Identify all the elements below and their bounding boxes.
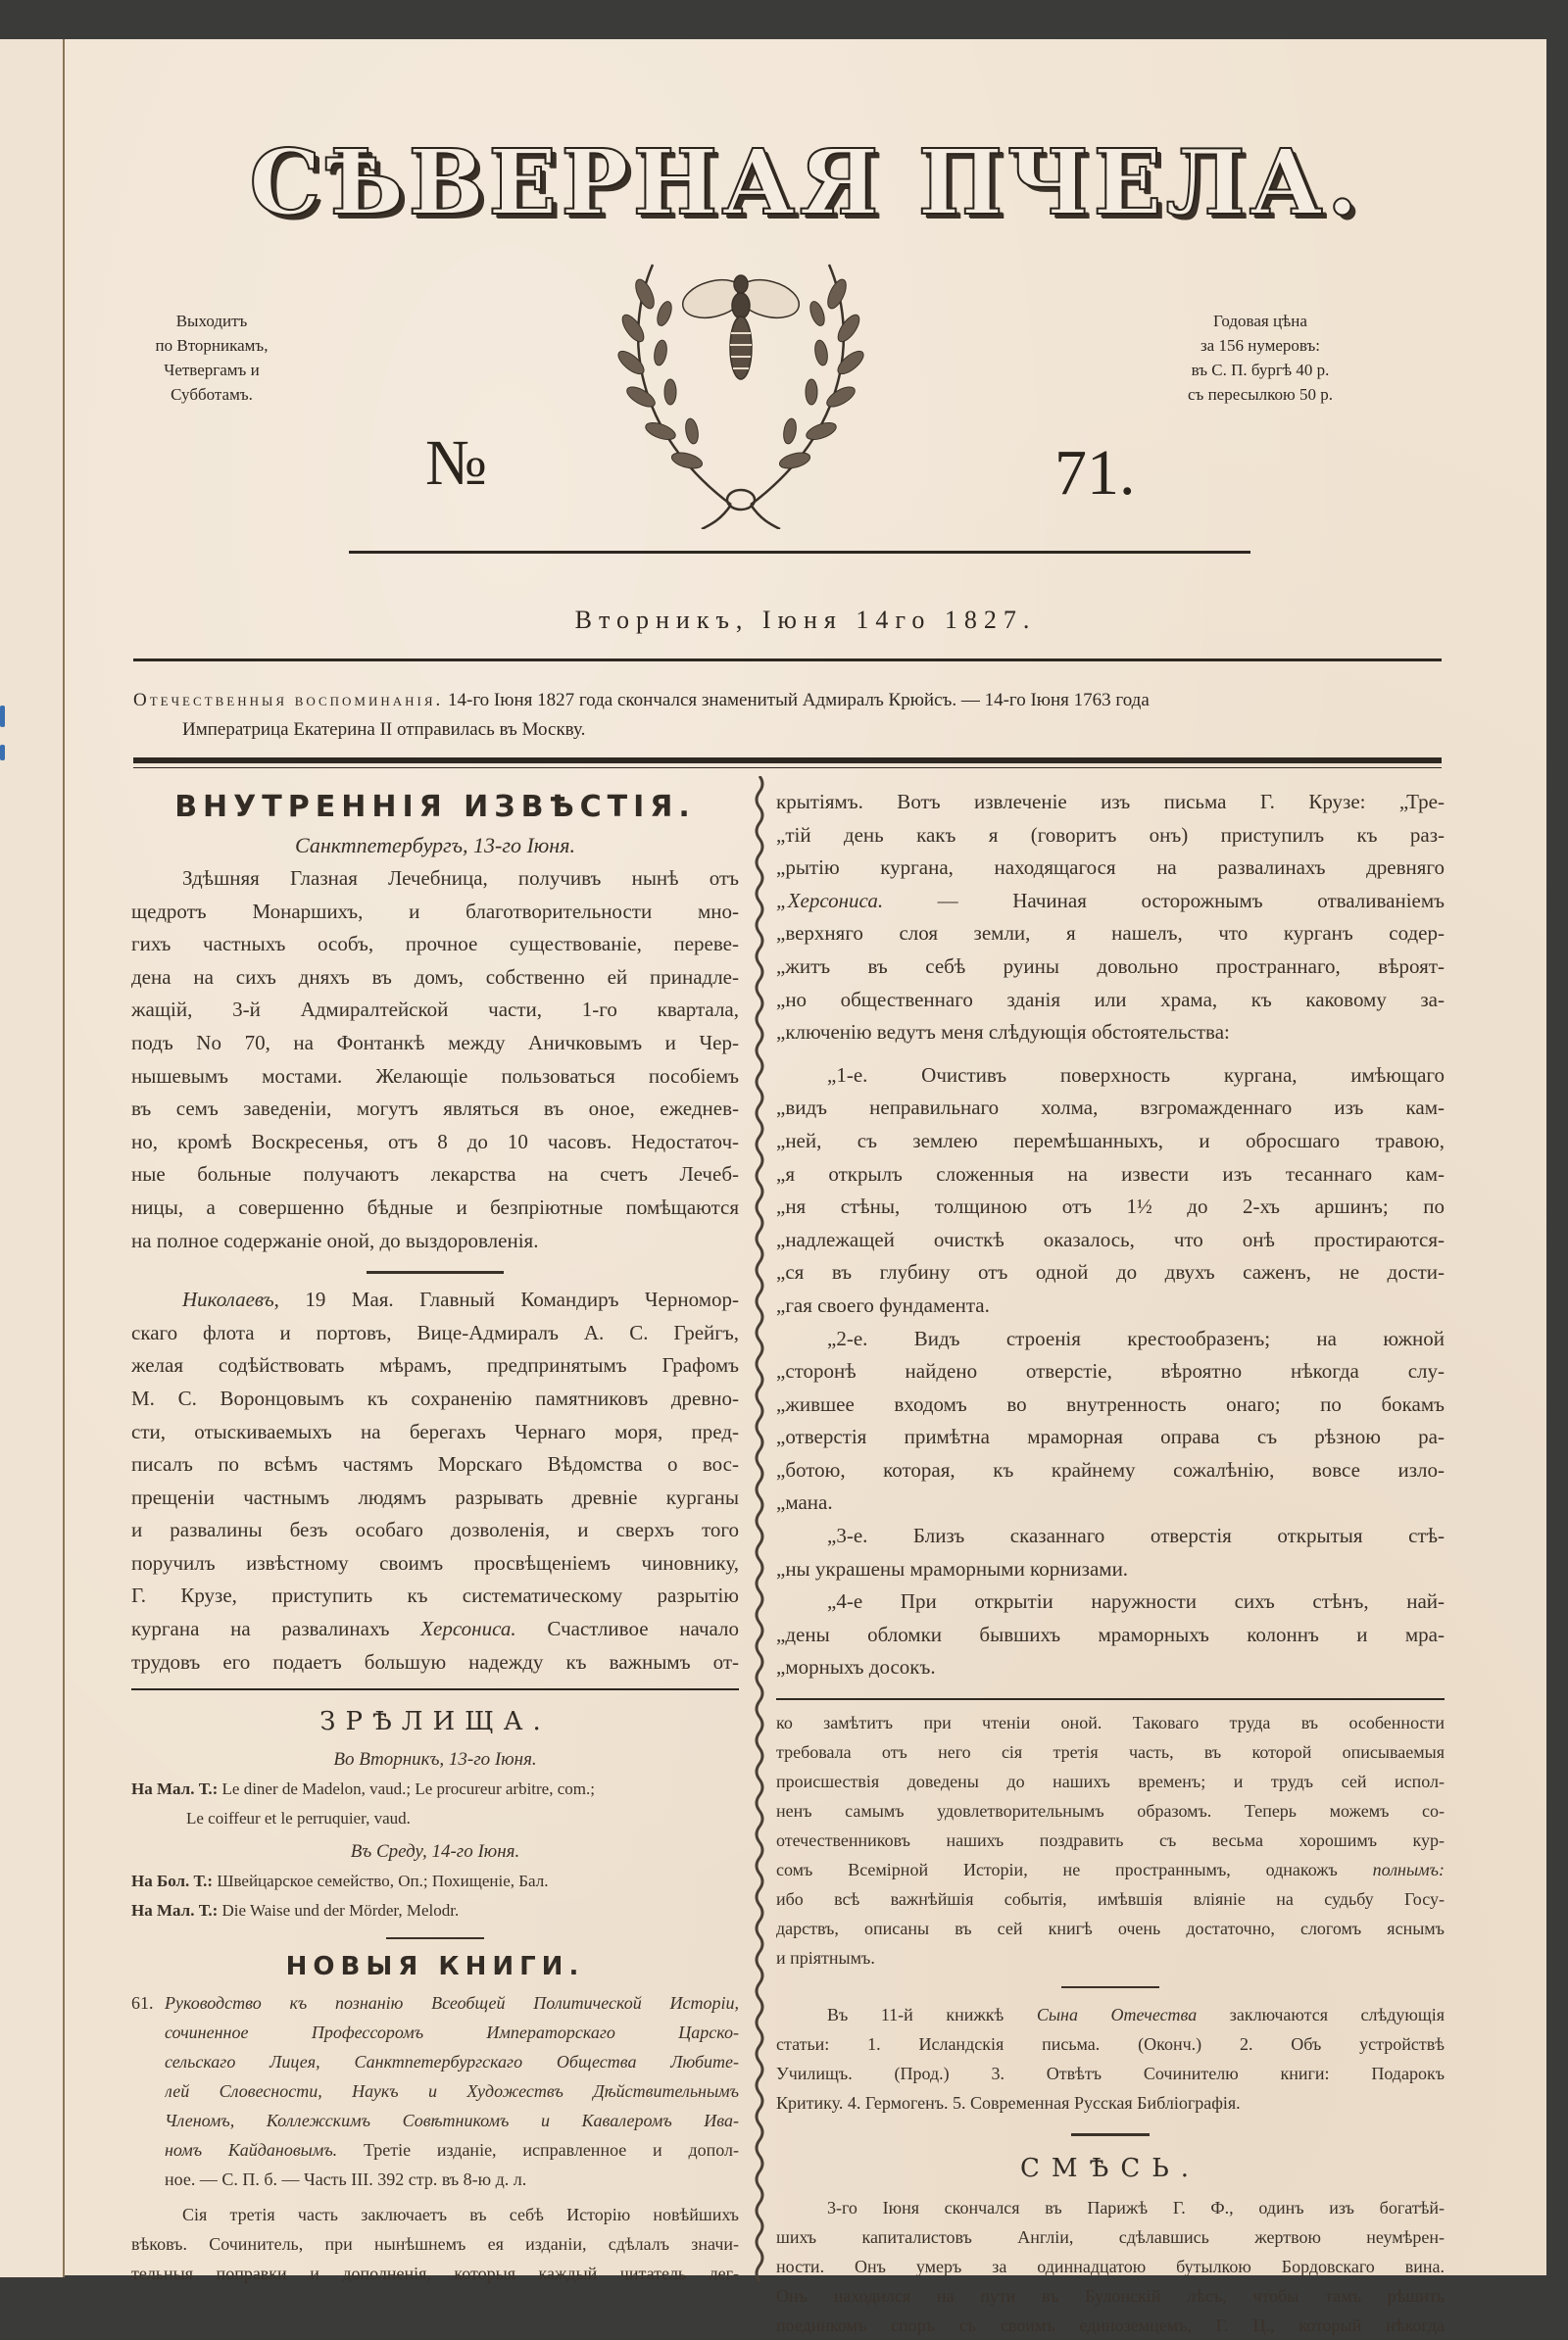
journal-title: Сына Отечества xyxy=(1036,2005,1198,2025)
text-line xyxy=(776,1855,1445,1884)
text-line: „тій день какъ я (говоритъ онъ) приступилъ къ раз- xyxy=(776,822,1445,847)
text-line: дарствъ, описаны въ сей книгѣ очень достаточно, слогомъ яснымъ xyxy=(776,1919,1445,1939)
text-fragment: кургана на развалинахъ xyxy=(131,1617,421,1641)
text-fragment: заключаются слѣдующія xyxy=(1197,2005,1445,2025)
text-line: „ботою, которая, къ крайнему сожалѣнію, вовсе изло- xyxy=(776,1457,1445,1482)
text-line: ненъ самымъ удовлетворительнымъ образомъ. Теперь можемъ со- xyxy=(776,1801,1445,1822)
book-review xyxy=(131,2200,739,2288)
text-line xyxy=(131,1613,739,1646)
text-line xyxy=(776,2000,1445,2029)
section-rule xyxy=(776,1698,1445,1700)
short-divider xyxy=(386,1937,484,1939)
theatre-listings xyxy=(131,1745,739,1926)
theatre-venue: На Мал. Т.: xyxy=(131,1901,219,1921)
finding-3 xyxy=(776,1520,1445,1585)
finding-4 xyxy=(776,1585,1445,1684)
annual-price-note xyxy=(1143,309,1378,407)
text-line: „ней, съ землею перемѣшанныхъ, и обросшаго травою, xyxy=(776,1128,1445,1152)
theatre-day: Въ Среду, 14-го Iюня. xyxy=(350,1841,520,1863)
memo-lead: Отечественныя воспоминанія. xyxy=(133,690,444,710)
section-rule-thick xyxy=(133,757,1442,763)
text-line: и пріятнымъ. xyxy=(776,1948,875,1969)
text-line: „мана. xyxy=(776,1490,833,1515)
text-line: нышевымъ мостами. Желающіе пользоваться пособіемъ xyxy=(131,1063,739,1088)
theatre-program: Швейцарское семейство, Оп.; Похищеніе, Бал. xyxy=(217,1872,549,1891)
book-listing xyxy=(131,1988,739,2194)
section-rule-thin xyxy=(133,767,1442,768)
masthead-rule xyxy=(349,551,1250,554)
text-line: „4-е При открытіи наружности сихъ стѣнъ, най- xyxy=(827,1589,1445,1614)
column-divider xyxy=(754,776,765,2305)
article-eye-clinic xyxy=(131,862,739,1257)
text-fragment: Счастливое начало xyxy=(515,1617,739,1641)
blue-margin-mark xyxy=(0,745,5,760)
text-line: и развалины безъ особаго дозволенія, и сверхъ того xyxy=(131,1518,739,1542)
text-line: „гая своего фундамента. xyxy=(776,1292,990,1317)
theatre-program: Le diner de Madelon, vaud.; Le procureur arbitre, com.; xyxy=(221,1779,595,1799)
note-line: Субботамъ. xyxy=(171,385,253,404)
place-name: Николаевъ xyxy=(182,1288,274,1312)
text-line: ко замѣтитъ при чтеніи оной. Таковаго труда въ особенности xyxy=(776,1713,1445,1733)
text-line: Критику. 4. Гермогенъ. 5. Современная Русская Библіографія. xyxy=(776,2093,1241,2114)
text-line: „дены обломки бывшихъ мраморныхъ колоннъ и мра- xyxy=(776,1622,1445,1646)
issue-dateline: Вторникъ, Iюня 14го 1827. xyxy=(574,606,1037,634)
text-line: 3-го Iюня скончался въ Парижѣ Г. Ф., одинъ изъ богатѣй- xyxy=(827,2198,1445,2218)
text-line: „ся въ глубину отъ одной до двухъ саженъ, не дости- xyxy=(776,1260,1445,1285)
publication-days-note xyxy=(123,309,300,407)
text-line: шихъ капиталистовъ Англіи, сдѣлавшись жертвою неумѣрен- xyxy=(776,2227,1445,2248)
issue-number: 71. xyxy=(1054,437,1136,509)
masthead-title: СѢВЕРНАЯ ПЧЕЛА. xyxy=(249,129,1362,235)
text-line: статьи: 1. Исландскія письма. (Оконч.) 2. Объ устройствѣ xyxy=(776,2034,1445,2055)
theatre-program: Die Waise und der Mörder, Melodr. xyxy=(221,1901,460,1921)
theatre-entry xyxy=(131,1775,739,1804)
text-fragment: Въ 11-й книжкѣ xyxy=(827,2005,1037,2025)
text-line: „ня стѣны, толщиною отъ 1½ до 2-хъ аршинъ; по xyxy=(776,1194,1445,1219)
text-line: „верхняго слоя земли, я нашелъ, что курганъ содер- xyxy=(776,921,1445,946)
text-fragment: , 19 Мая. Главный Командиръ Черномор- xyxy=(273,1288,739,1312)
kruze-letter xyxy=(776,786,1445,1049)
note-line: въ С. П. бургѣ 40 р. xyxy=(1191,361,1330,379)
book-entry xyxy=(131,1988,739,2288)
finding-1 xyxy=(776,1059,1445,1323)
text-line: „надлежащей очисткѣ оказалось, что онѣ простираются- xyxy=(776,1227,1445,1251)
numero-sign: № xyxy=(425,427,487,499)
text-line xyxy=(776,885,1445,918)
text-line: „отверстія примѣтна мраморная оправа съ рѣзною ра- xyxy=(776,1425,1445,1449)
text-line: жащій, 3-й Адмиралтейской части, 1-го квартала, xyxy=(131,998,739,1022)
text-line: на полное содержаніе оной, до выздоровленія. xyxy=(131,1228,539,1252)
text-line: „2-е. Видъ строенія крестообразенъ; на южной xyxy=(827,1326,1445,1350)
section-heading-domestic-news: ВНУТРЕННІЯ ИЗВѢСТІЯ. xyxy=(174,790,696,824)
text-line: „ключенію ведутъ меня слѣдующія обстоятельства: xyxy=(776,1020,1230,1045)
text-line: М. С. Воронцовымъ къ сохраненію памятниковъ древно- xyxy=(131,1386,739,1410)
text-line: сочиненное Профессоромъ Императорскаго Царско- xyxy=(165,2023,739,2043)
text-line: „морныхъ досокъ. xyxy=(776,1655,936,1680)
text-line: „сторонѣ найдено отверстіе, вѣроятно нѣкогда слу- xyxy=(776,1359,1445,1384)
text-line xyxy=(131,1284,739,1317)
finding-2 xyxy=(776,1323,1445,1521)
section-heading-new-books: НОВЫЯ КНИГИ. xyxy=(285,1952,585,1982)
memo-line: Императрица Екатерина II отправилась въ Москву. xyxy=(182,719,586,740)
blue-margin-mark xyxy=(0,706,5,727)
memo-line: 14-го Iюня 1827 года скончался знаменитый Адмиралъ Крюйсъ. — 14-го Iюня 1763 года xyxy=(448,690,1150,710)
text-line: „видъ неправильнаго холма, взгромажденнаго изъ кам- xyxy=(776,1096,1445,1120)
text-fragment: сомъ Всемірной Исторіи, не пространнымъ, однакожъ xyxy=(776,1860,1373,1880)
text-line: Здѣшняя Глазная Лечебница, получивъ нынѣ отъ xyxy=(182,866,739,890)
text-line: „жившее входомъ во внутренность онаго; по бокамъ xyxy=(776,1391,1445,1416)
text-line: поручилъ извѣстному своимъ просвѣщеніемъ чиновнику, xyxy=(131,1550,739,1575)
text-line: „житъ въ себѣ руины довольно пространнаго, вѣроят- xyxy=(776,953,1445,978)
historical-memo xyxy=(133,686,1446,745)
note-line: Выходитъ xyxy=(175,312,248,330)
section-heading-miscellany: СМѢСЬ. xyxy=(1020,2154,1200,2184)
note-line: Годовая цѣна xyxy=(1213,312,1307,330)
text-line: щедротъ Монаршихъ, и благотворительности мно- xyxy=(131,899,739,923)
place-name: Херсониса. xyxy=(420,1617,516,1641)
text-line: „1-е. Очистивъ поверхность кургана, имѣющаго xyxy=(827,1062,1445,1087)
note-line: по Вторникамъ, xyxy=(155,336,269,355)
note-line: Четвергамъ и xyxy=(164,361,260,379)
article-nikolaev xyxy=(131,1284,739,1679)
left-column xyxy=(131,786,739,2288)
theatre-day: Во Вторникъ, 13-го Iюня. xyxy=(333,1749,537,1771)
book-number: 61. xyxy=(131,1993,154,2014)
journal-contents xyxy=(776,2000,1445,2118)
text-fragment: Третіе изданіе, исправленное и допол- xyxy=(337,2140,739,2161)
text-line: ибо всѣ важнѣйшія событія, имѣвшія вліяніе на судьбу Госу- xyxy=(776,1889,1445,1910)
text-line: сти, отыскиваемыхъ на берегахъ Чернаго моря, пред- xyxy=(131,1419,739,1443)
text-line: „ны украшены мраморными корнизами. xyxy=(776,1556,1129,1581)
theatre-entry xyxy=(131,1896,739,1926)
article-dateline: Санктпетербургъ, 13-го Iюня. xyxy=(295,833,575,857)
text-line: Г. Крузе, приступить къ систематическому разрытію xyxy=(131,1584,739,1608)
section-rule xyxy=(131,1688,739,1690)
text-line: требовала отъ него сія третія часть, въ которой описываемыя xyxy=(776,1742,1445,1763)
place-name: „Херсониса. xyxy=(776,888,884,912)
text-line: писалъ по всѣмъ частямъ Морскаго Вѣдомства о вос- xyxy=(131,1452,739,1477)
emphasis: полнымъ: xyxy=(1372,1860,1445,1880)
text-line: тельныя поправки и дополненія, которыя каждый читатель лег- xyxy=(131,2264,739,2284)
text-line: ницы, а совершенно бѣдные и безпріютные помѣщаются xyxy=(131,1194,739,1219)
section-heading-theatre: ЗРѢЛИЩА. xyxy=(319,1707,551,1737)
text-line: трудовъ его подаетъ большую надежду къ важнымъ от- xyxy=(131,1649,739,1674)
text-line: но, кромѣ Воскресенья, отъ 8 до 10 часовъ. Недостаточ- xyxy=(131,1129,739,1153)
text-line: „3-е. Близъ сказаннаго отверстія открытыя стѣ- xyxy=(827,1524,1445,1548)
short-divider xyxy=(1061,1986,1159,1988)
note-line: за 156 нумеровъ: xyxy=(1200,336,1321,355)
short-divider xyxy=(1071,2133,1150,2136)
text-line: лей Словесности, Наукъ и Художествъ Дѣйствительнымъ xyxy=(165,2081,739,2102)
text-line: желая содѣйствовать мѣрамъ, предпринятымъ Графомъ xyxy=(131,1353,739,1378)
book-text xyxy=(165,1988,739,2194)
short-divider xyxy=(367,1271,504,1274)
right-column xyxy=(776,786,1445,2340)
text-line: гихъ частныхъ особъ, прочное существованіе, переве- xyxy=(131,932,739,956)
text-line: ное. — С. П. б. — Часть III. 392 стр. въ 8-ю д. л. xyxy=(165,2169,527,2190)
miscellany-article xyxy=(776,2193,1445,2340)
text-line: отечественниковъ нашихъ поздравить съ весьма хорошимъ кур- xyxy=(776,1830,1445,1851)
newspaper-page xyxy=(65,39,1546,2336)
bee-wreath-icon xyxy=(594,255,888,529)
text-line: дена на сихъ дняхъ въ домъ, собственно ей принадле- xyxy=(131,964,739,989)
text-line: „я открылъ сложенныя на извести изъ тесаннаго кам- xyxy=(776,1161,1445,1186)
text-line: ные больные получаютъ лекарства на счетъ Лечеб- xyxy=(131,1162,739,1187)
text-line: вѣковъ. Сочинитель, при нынѣшнемъ ея изданіи, сдѣлалъ значи- xyxy=(131,2234,739,2255)
text-line: Руководство къ познанію Всеобщей Политической Исторіи, xyxy=(165,1993,739,2014)
author-name: номъ Кайдановымъ. xyxy=(165,2140,338,2161)
theatre-entry xyxy=(131,1867,739,1896)
text-line: крытіямъ. Вотъ извлеченіе изъ письма Г. Крузе: „Тре- xyxy=(776,790,1445,813)
text-line: сельскаго Лицея, Санктпетербургскаго Общества Любите- xyxy=(165,2052,739,2072)
text-fragment: — Начиная осторожнымъ отваливаніемъ xyxy=(883,888,1445,912)
text-line: Училищъ. (Прод.) 3. Отвѣтъ Сочинителю книги: Подарокъ xyxy=(776,2064,1445,2084)
text-line: Онъ находился на пути въ Булонскій лѣсъ, чтобы тамъ рѣшить xyxy=(776,2286,1445,2307)
text-line: „но общественнаго зданія или храма, къ каковому за- xyxy=(776,987,1445,1011)
theatre-venue: На Мал. Т.: xyxy=(131,1779,219,1799)
dateline-rule xyxy=(133,658,1442,661)
book-review-continued xyxy=(776,1708,1445,1973)
note-line: съ пересылкою 50 р. xyxy=(1188,385,1333,404)
theatre-program-cont: Le coiffeur et le perruquier, vaud. xyxy=(186,1809,411,1828)
text-line: скаго флота и портовъ, Вице-Адмиралъ А. С. Грейгъ, xyxy=(131,1320,739,1344)
text-line: „рытію кургана, находящагося на развалинахъ древняго xyxy=(776,855,1445,880)
theatre-venue: На Бол. Т.: xyxy=(131,1872,214,1891)
text-line: подъ No 70, на Фонтанкѣ между Аничковымъ и Чер- xyxy=(131,1030,739,1054)
text-line: въ семъ заведеніи, могутъ являться въ оное, ежеднев- xyxy=(131,1097,739,1121)
text-line: Сія третія часть заключаетъ въ себѣ Исторію новѣйшихъ xyxy=(182,2205,739,2225)
text-line: Членомъ, Коллежскимъ Совѣтникомъ и Кавалеромъ Ива- xyxy=(165,2111,739,2131)
text-line: ности. Онъ умеръ за одиннадцатою бутылкою Бордовскаго вина. xyxy=(776,2257,1445,2277)
text-line: прещеніи частнымъ людямъ разрывать древніе курганы xyxy=(131,1485,739,1509)
text-line xyxy=(165,2135,739,2165)
adjacent-page-edge xyxy=(0,39,65,2277)
text-line: поединкомъ споръ съ своимъ единоземцемъ, Г. Ц., который нѣкогда xyxy=(776,2316,1445,2336)
text-line: происшествія доведены до нашихъ временъ; и трудъ сей испол- xyxy=(776,1772,1445,1792)
